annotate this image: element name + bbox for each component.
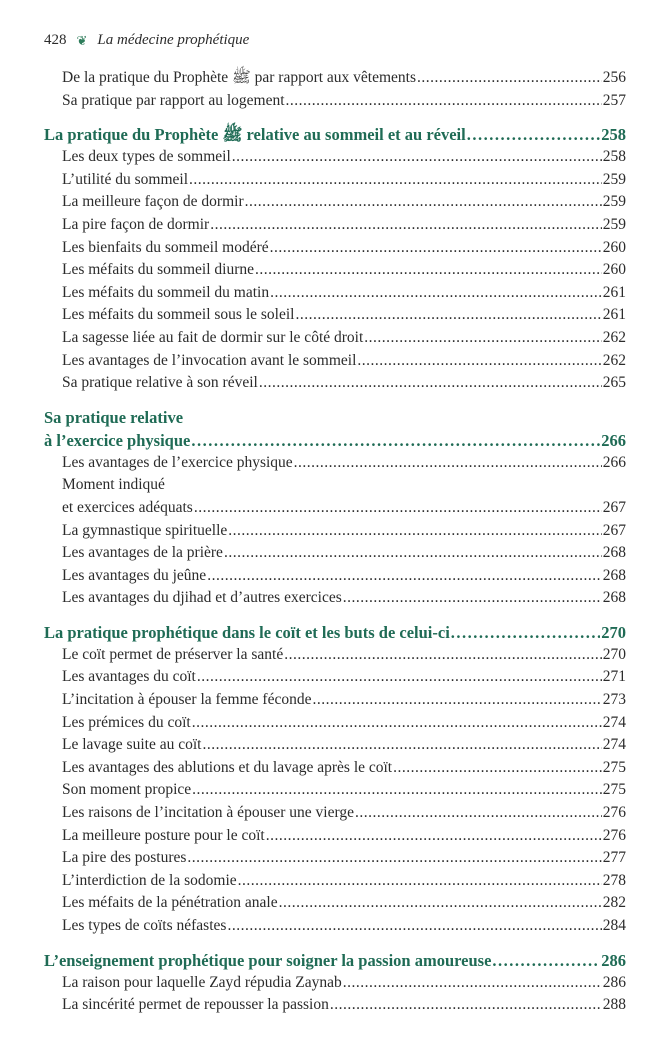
toc-page-number: 266 bbox=[602, 453, 626, 471]
toc-entry-title: Le coït permet de préserver la santé bbox=[62, 645, 284, 663]
toc-entry-title: La pratique du Prophète ﷺ relative au sommeil et au réveil bbox=[44, 125, 466, 145]
toc-page-number: 256 bbox=[602, 69, 626, 86]
dot-leader bbox=[312, 689, 601, 712]
toc-entry[interactable] bbox=[44, 734, 626, 757]
toc-page-number: 260 bbox=[602, 261, 626, 279]
toc-entry[interactable] bbox=[44, 259, 626, 282]
dot-leader bbox=[197, 666, 602, 689]
toc-entry-line bbox=[44, 474, 626, 497]
dot-leader bbox=[364, 327, 601, 350]
toc-entry-title: L’enseignement prophétique pour soigner la passion amoureuse bbox=[44, 950, 492, 970]
toc-entry[interactable] bbox=[44, 169, 626, 192]
dot-leader bbox=[279, 892, 602, 915]
toc-page-number: 260 bbox=[602, 238, 626, 256]
toc-entry[interactable] bbox=[44, 644, 626, 667]
toc-entry[interactable] bbox=[44, 452, 626, 475]
dot-leader bbox=[284, 644, 602, 667]
toc-page-number: 257 bbox=[602, 91, 626, 109]
dot-leader bbox=[232, 146, 602, 169]
toc-entry[interactable] bbox=[44, 587, 626, 610]
dot-leader bbox=[295, 304, 601, 327]
dot-leader bbox=[393, 757, 602, 780]
toc-entry-title: La pire façon de dormir bbox=[62, 215, 210, 233]
dot-leader bbox=[270, 282, 602, 305]
dot-leader bbox=[210, 214, 602, 237]
toc-entry-title: Les méfaits de la pénétration anale bbox=[62, 894, 278, 912]
toc-page-number: 268 bbox=[602, 566, 626, 584]
toc-page-number: 266 bbox=[601, 430, 626, 450]
toc-entry[interactable] bbox=[44, 870, 626, 893]
toc-entry-title: Le lavage suite au coït bbox=[62, 736, 202, 754]
toc-page-number: 258 bbox=[601, 125, 626, 145]
dot-leader bbox=[189, 169, 602, 192]
dot-leader bbox=[191, 429, 600, 452]
toc-entry[interactable] bbox=[44, 350, 626, 373]
toc-entry-title: Moment indiqué bbox=[62, 476, 165, 494]
toc-entry[interactable] bbox=[44, 146, 626, 169]
toc-entry[interactable] bbox=[44, 847, 626, 870]
dot-leader bbox=[357, 350, 601, 373]
toc-entry-title: Les avantages du djihad et d’autres exercices bbox=[62, 589, 342, 607]
toc-page-number: 286 bbox=[602, 973, 626, 991]
running-header bbox=[44, 32, 249, 49]
dot-leader bbox=[238, 870, 602, 893]
toc-entry-title: Sa pratique relative bbox=[44, 407, 184, 427]
toc-entry-title: La meilleure posture pour le coït bbox=[62, 826, 265, 844]
toc-entry[interactable] bbox=[44, 972, 626, 995]
dot-leader bbox=[286, 90, 602, 113]
toc-page-number: 273 bbox=[602, 691, 626, 709]
toc-page-number: 261 bbox=[602, 283, 626, 301]
leaf-ornament-icon: ❦ bbox=[76, 32, 88, 48]
toc-entry-title: L’incitation à épouser la femme féconde bbox=[62, 691, 312, 709]
table-of-contents bbox=[44, 67, 626, 1017]
toc-page-number: 258 bbox=[602, 148, 626, 166]
toc-entry-title: Sa pratique relative à son réveil bbox=[62, 374, 258, 392]
toc-entry[interactable] bbox=[44, 90, 626, 113]
dot-leader bbox=[202, 734, 601, 757]
section-gap bbox=[44, 938, 626, 949]
dot-leader bbox=[192, 779, 602, 802]
toc-page-number: 267 bbox=[602, 521, 626, 539]
toc-entry[interactable] bbox=[44, 520, 626, 543]
toc-entry[interactable] bbox=[44, 282, 626, 305]
toc-entry-title: Les prémices du coït bbox=[62, 713, 191, 731]
toc-entry-title: La raison pour laquelle Zayd répudia Zaynab bbox=[62, 973, 342, 991]
toc-page-number: 271 bbox=[602, 668, 626, 686]
toc-entry[interactable] bbox=[44, 191, 626, 214]
dot-leader bbox=[192, 712, 602, 735]
toc-section-heading[interactable] bbox=[44, 429, 626, 452]
dot-leader bbox=[343, 972, 602, 995]
toc-page-number: 262 bbox=[602, 351, 626, 369]
toc-entry[interactable] bbox=[44, 825, 626, 848]
dot-leader bbox=[187, 847, 601, 870]
toc-page-number: 275 bbox=[602, 781, 626, 799]
toc-entry-title: Les avantages du coït bbox=[62, 668, 196, 686]
toc-entry-title: et exercices adéquats bbox=[62, 498, 193, 516]
toc-entry-title: La sagesse liée au fait de dormir sur le côté droit bbox=[62, 328, 364, 346]
toc-entry[interactable] bbox=[44, 994, 626, 1017]
dot-leader bbox=[294, 452, 602, 475]
toc-entry[interactable] bbox=[44, 666, 626, 689]
dot-leader bbox=[343, 587, 602, 610]
toc-entry-title: Les deux types de sommeil bbox=[62, 148, 231, 166]
toc-page-number: 270 bbox=[602, 645, 626, 663]
toc-entry-title: Les avantages de l’invocation avant le sommeil bbox=[62, 351, 357, 369]
toc-section-heading-line bbox=[44, 406, 626, 429]
dot-leader bbox=[207, 565, 602, 588]
dot-leader bbox=[266, 825, 602, 848]
toc-entry-title: Les bienfaits du sommeil modéré bbox=[62, 238, 269, 256]
toc-entry-title: La sincérité permet de repousser la passion bbox=[62, 996, 329, 1014]
toc-page-number: 288 bbox=[602, 996, 626, 1014]
dot-leader bbox=[228, 520, 601, 543]
section-gap bbox=[44, 610, 626, 621]
toc-entry-title: Les méfaits du sommeil diurne bbox=[62, 261, 254, 279]
toc-page-number: 268 bbox=[602, 589, 626, 607]
toc-page-number: 274 bbox=[602, 713, 626, 731]
toc-entry-title: Les avantages du jeûne bbox=[62, 566, 207, 584]
toc-page-number: 276 bbox=[602, 804, 626, 822]
toc-entry[interactable] bbox=[44, 802, 626, 825]
toc-entry[interactable] bbox=[44, 689, 626, 712]
toc-entry-title: Les avantages de la prière bbox=[62, 544, 223, 562]
dot-leader bbox=[255, 259, 602, 282]
toc-entry-title: De la pratique du Prophète ﷺ par rapport aux vêtements bbox=[62, 69, 417, 86]
toc-page-number: 275 bbox=[602, 758, 626, 776]
toc-entry-title: La meilleure façon de dormir bbox=[62, 193, 244, 211]
toc-entry-title: Les types de coïts néfastes bbox=[62, 917, 227, 934]
toc-entry-title: Les méfaits du sommeil du matin bbox=[62, 283, 270, 301]
dot-leader bbox=[467, 123, 601, 146]
toc-page-number: 261 bbox=[602, 306, 626, 324]
toc-entry[interactable] bbox=[44, 712, 626, 735]
toc-entry[interactable] bbox=[44, 327, 626, 350]
toc-entry-title: Son moment propice bbox=[62, 781, 192, 799]
section-gap bbox=[44, 395, 626, 406]
toc-entry-title: Les raisons de l’incitation à épouser une vierge bbox=[62, 804, 354, 822]
toc-entry[interactable] bbox=[44, 757, 626, 780]
toc-page-number: 270 bbox=[601, 622, 626, 642]
toc-page-number: 277 bbox=[602, 849, 626, 867]
page-number: 428 bbox=[44, 32, 67, 48]
toc-page-number: 259 bbox=[602, 170, 626, 188]
toc-entry[interactable] bbox=[44, 915, 626, 938]
toc-section-heading[interactable] bbox=[44, 123, 626, 146]
toc-entry-title: Les avantages de l’exercice physique bbox=[62, 453, 293, 471]
book-title: La médecine prophétique bbox=[97, 32, 250, 48]
toc-page-number: 276 bbox=[602, 826, 626, 844]
toc-page-number: 265 bbox=[602, 374, 626, 392]
dot-leader bbox=[492, 949, 600, 972]
dot-leader bbox=[417, 67, 602, 90]
toc-section-heading[interactable] bbox=[44, 621, 626, 644]
toc-page-number: 262 bbox=[602, 328, 626, 346]
toc-entry[interactable] bbox=[44, 372, 626, 395]
dot-leader bbox=[259, 372, 602, 395]
toc-entry[interactable] bbox=[44, 892, 626, 915]
dot-leader bbox=[245, 191, 602, 214]
toc-page-number: 282 bbox=[602, 894, 626, 912]
toc-entry[interactable] bbox=[44, 214, 626, 237]
toc-entry[interactable] bbox=[44, 779, 626, 802]
dot-leader bbox=[355, 802, 602, 825]
toc-entry[interactable] bbox=[44, 237, 626, 260]
toc-entry[interactable] bbox=[44, 542, 626, 565]
toc-entry-title: L’utilité du sommeil bbox=[62, 170, 189, 188]
toc-entry-title: L’interdiction de la sodomie bbox=[62, 871, 237, 889]
dot-leader bbox=[330, 994, 602, 1017]
toc-entry[interactable] bbox=[44, 304, 626, 327]
toc-entry-title: à l’exercice physique bbox=[44, 430, 191, 450]
dot-leader bbox=[227, 915, 601, 938]
toc-entry[interactable] bbox=[44, 497, 626, 520]
toc-page-number: 268 bbox=[602, 544, 626, 562]
toc-entry-title: La pire des postures bbox=[62, 849, 187, 867]
section-gap bbox=[44, 112, 626, 123]
toc-entry-title: Sa pratique par rapport au logement bbox=[62, 91, 285, 109]
toc-page-number: 278 bbox=[602, 871, 626, 889]
dot-leader bbox=[194, 497, 602, 520]
toc-page-number: 267 bbox=[602, 498, 626, 516]
toc-page-number: 286 bbox=[601, 950, 626, 970]
dot-leader bbox=[270, 237, 602, 260]
toc-page-number: 274 bbox=[602, 736, 626, 754]
toc-entry[interactable] bbox=[44, 565, 626, 588]
toc-entry-title: La pratique prophétique dans le coït et les buts de celui-ci bbox=[44, 622, 450, 642]
toc-page-number: 284 bbox=[602, 917, 626, 934]
toc-page-number: 259 bbox=[602, 193, 626, 211]
toc-entry-title: La gymnastique spirituelle bbox=[62, 521, 228, 539]
toc-entry[interactable] bbox=[44, 67, 626, 90]
dot-leader bbox=[451, 621, 600, 644]
toc-section-heading[interactable] bbox=[44, 949, 626, 972]
toc-page-number: 259 bbox=[602, 215, 626, 233]
dot-leader bbox=[224, 542, 602, 565]
toc-entry-title: Les méfaits du sommeil sous le soleil bbox=[62, 306, 295, 324]
toc-entry-title: Les avantages des ablutions et du lavage après le coït bbox=[62, 758, 393, 776]
